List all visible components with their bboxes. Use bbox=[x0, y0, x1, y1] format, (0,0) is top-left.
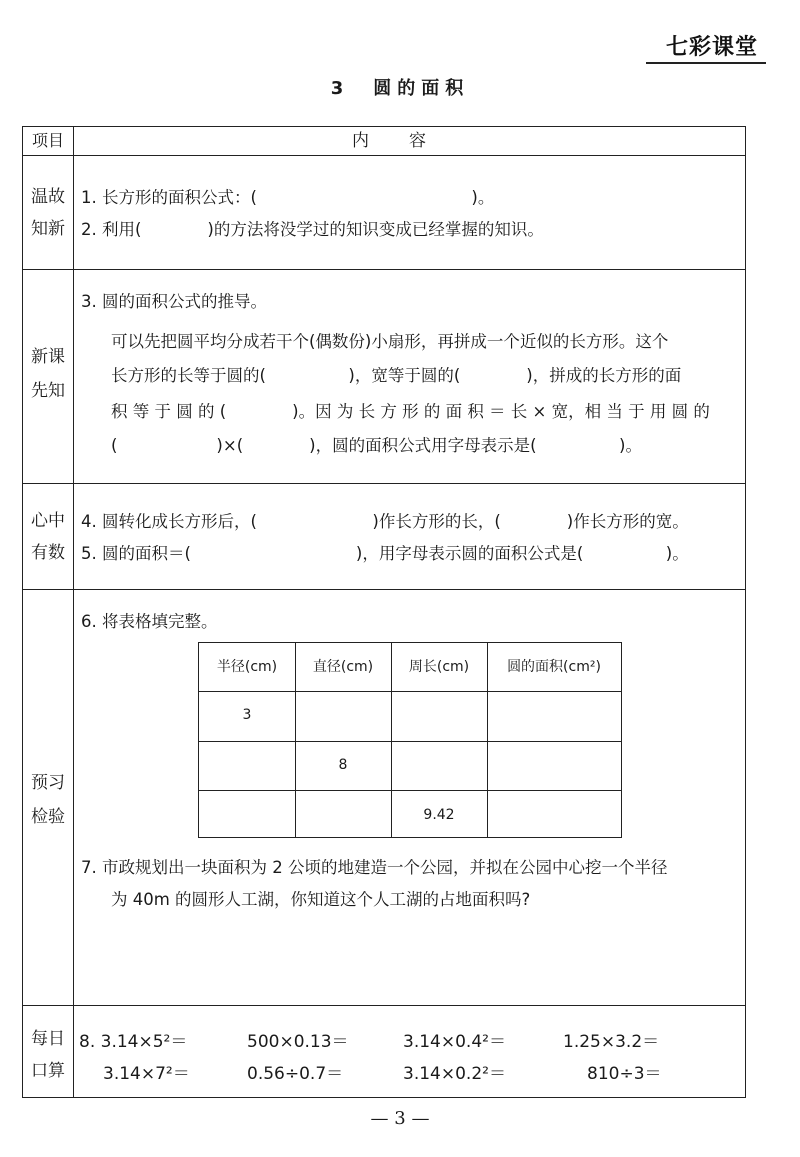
table-cell: 3 bbox=[242, 707, 252, 723]
calc-8-7: 3.14×0.2²＝ bbox=[403, 1064, 506, 1084]
label-review-1: 温故 bbox=[31, 187, 65, 207]
column-divider bbox=[73, 127, 74, 1097]
preview-q7-line-2: 为 40m 的圆形人工湖，你知道这个人工湖的占地面积吗? bbox=[111, 890, 531, 909]
new-line-4: 积 等 于 圆 的 ( )。因 为 长 方 形 的 面 积 ＝ 长 × 宽，相 当 于 用 圆 的 bbox=[111, 402, 710, 421]
row-divider bbox=[23, 589, 745, 590]
row-divider bbox=[23, 155, 745, 156]
label-preview-2: 检验 bbox=[31, 807, 65, 827]
new-line-2: 可以先把圆平均分成若干个(偶数份)小扇形，再拼成一个近似的长方形。这个 bbox=[111, 332, 669, 351]
row-divider bbox=[23, 1005, 745, 1006]
review-line-1: 1. 长方形的面积公式：( )。 bbox=[81, 188, 495, 207]
label-preview-1: 预习 bbox=[31, 773, 65, 793]
label-mind-2: 有数 bbox=[31, 543, 65, 563]
label-mind-1: 心中 bbox=[31, 511, 65, 531]
brand-underline bbox=[646, 62, 766, 64]
row-divider bbox=[23, 483, 745, 484]
mind-line-2: 5. 圆的面积＝( )，用字母表示圆的面积公式是( )。 bbox=[81, 544, 689, 563]
label-daily-2: 口算 bbox=[31, 1061, 65, 1081]
preview-q6: 6. 将表格填完整。 bbox=[81, 612, 218, 631]
calc-8-8: 810÷3＝ bbox=[587, 1064, 662, 1084]
brand-logo: 七彩课堂 bbox=[665, 34, 758, 60]
new-line-1: 3. 圆的面积公式的推导。 bbox=[81, 292, 267, 311]
table-header-circumference: 周长(cm) bbox=[408, 659, 470, 675]
table-row-divider bbox=[199, 790, 621, 791]
row-divider bbox=[23, 269, 745, 270]
calc-8-4: 1.25×3.2＝ bbox=[563, 1032, 660, 1052]
calc-8-6: 0.56÷0.7＝ bbox=[247, 1064, 344, 1084]
page-title: 3 圆的面积 bbox=[330, 78, 470, 99]
preview-q7-line-1: 7. 市政规划出一块面积为 2 公顷的地建造一个公园，并拟在公园中心挖一个半径 bbox=[81, 858, 668, 877]
fill-in-table bbox=[198, 642, 622, 838]
table-cell: 8 bbox=[338, 757, 348, 773]
table-row-divider bbox=[199, 741, 621, 742]
label-review-2: 知新 bbox=[31, 219, 65, 239]
calc-8-2: 500×0.13＝ bbox=[247, 1032, 349, 1052]
calc-8-1: 8. 3.14×5²＝ bbox=[79, 1032, 188, 1052]
mind-line-1: 4. 圆转化成长方形后，( )作长方形的长，( )作长方形的宽。 bbox=[81, 512, 689, 531]
calc-8-3: 3.14×0.4²＝ bbox=[403, 1032, 506, 1052]
table-header-diameter: 直径(cm) bbox=[312, 659, 374, 675]
page-number: — 3 — bbox=[370, 1108, 430, 1129]
label-daily-1: 每日 bbox=[31, 1029, 65, 1049]
table-cell: 9.42 bbox=[423, 807, 455, 823]
table-row-divider bbox=[199, 691, 621, 692]
new-line-3: 长方形的长等于圆的( )，宽等于圆的( )，拼成的长方形的面 bbox=[111, 366, 682, 385]
header-item: 项目 bbox=[31, 131, 64, 150]
table-header-area: 圆的面积(cm²) bbox=[507, 659, 601, 675]
review-line-2: 2. 利用( )的方法将没学过的知识变成已经掌握的知识。 bbox=[81, 220, 544, 239]
new-line-5: ( )×( )，圆的面积公式用字母表示是( )。 bbox=[111, 436, 642, 455]
calc-8-5: 3.14×7²＝ bbox=[103, 1064, 190, 1084]
label-new-1: 新课 bbox=[31, 347, 65, 367]
worksheet-table bbox=[22, 126, 746, 1098]
header-content: 内容 bbox=[352, 131, 466, 151]
label-new-2: 先知 bbox=[31, 381, 65, 401]
table-header-radius: 半径(cm) bbox=[216, 659, 278, 675]
